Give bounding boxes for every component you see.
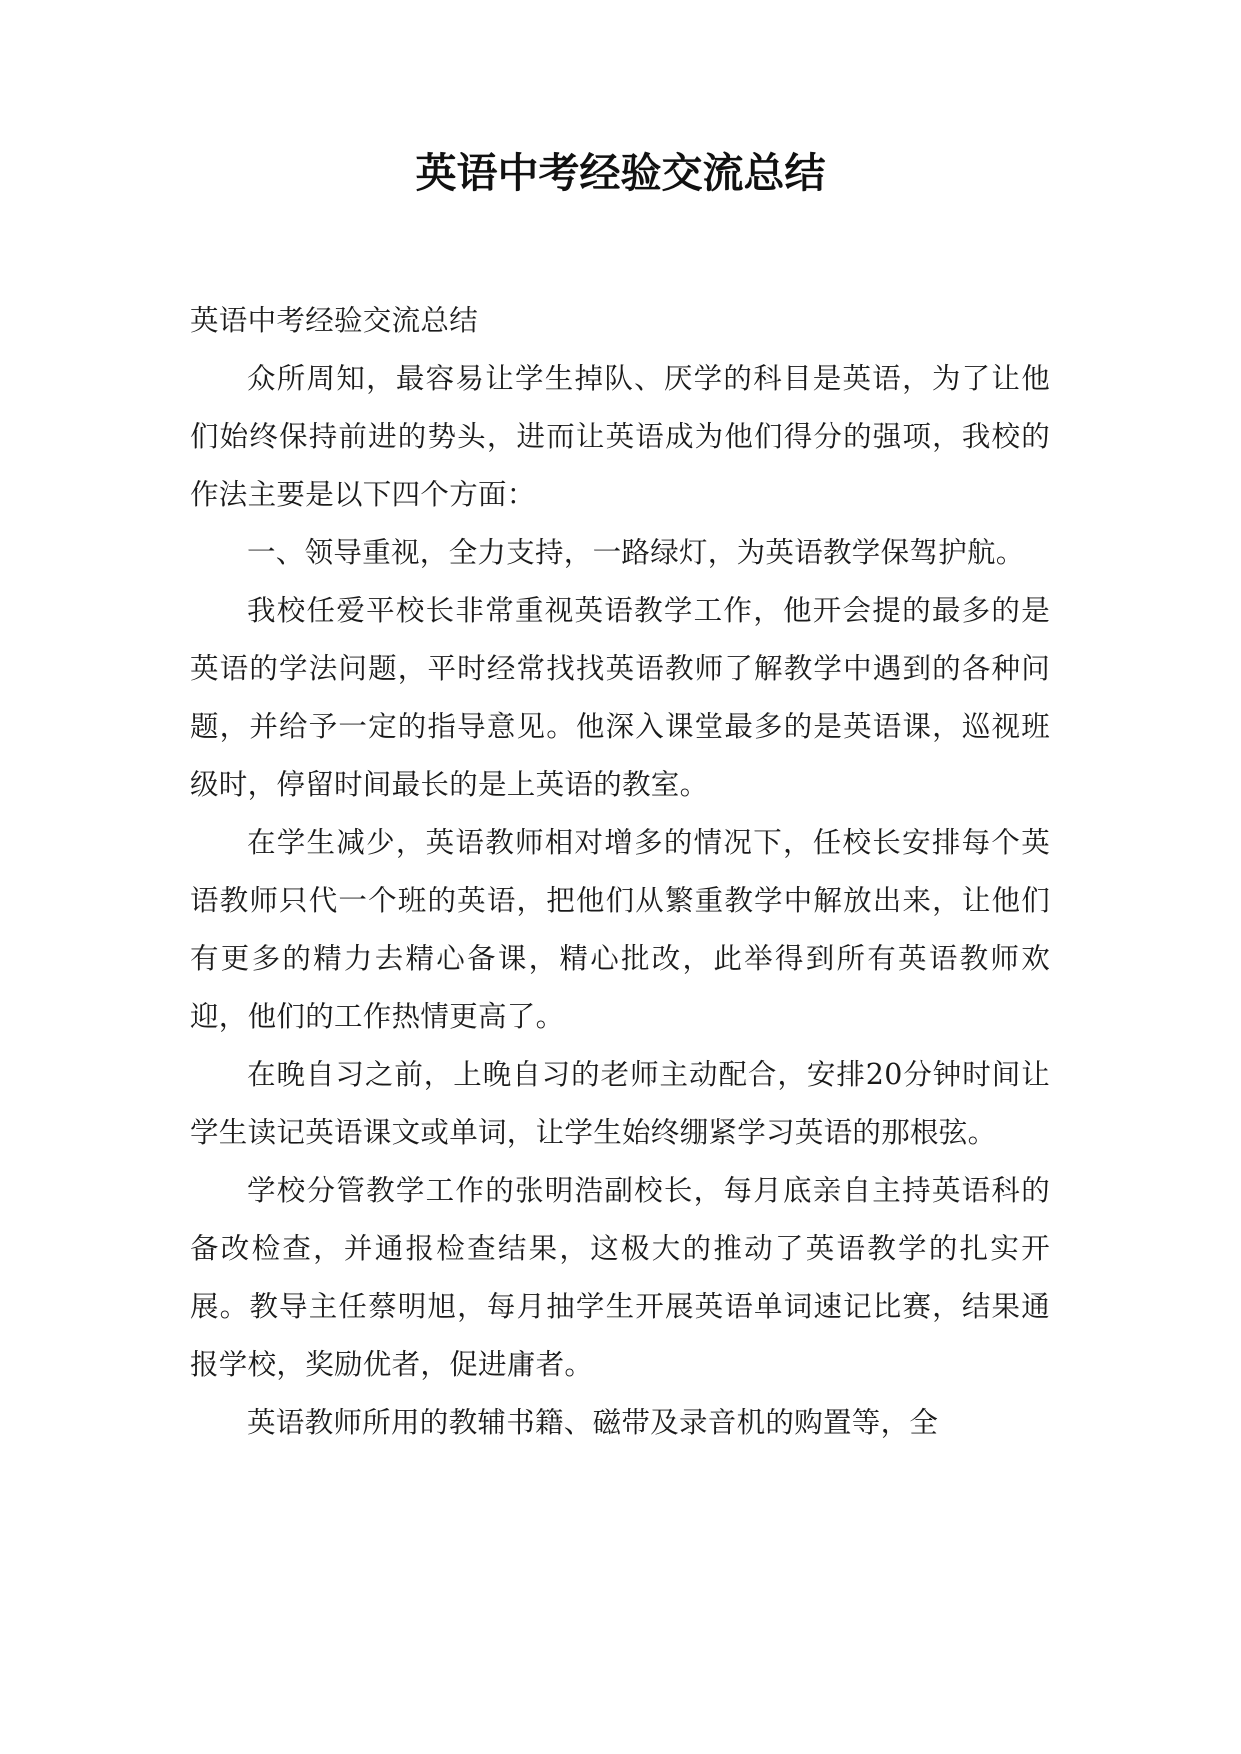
- document-subtitle: 英语中考经验交流总结: [190, 304, 479, 337]
- paragraph-principal: 我校任爱平校长非常重视英语教学工作，他开会提的最多的是英语的学法问题，平时经常找找英语教师了解教学中遇到的各种问题，并给予一定的指导意见。他深入课堂最多的是英语课，巡视班级时，停留时间最长的是上英语的教室。: [190, 594, 1050, 801]
- document-title: 英语中考经验交流总结: [415, 149, 826, 197]
- paragraph-intro: 众所周知，最容易让学生掉队、厌学的科目是英语，为了让他们始终保持前进的势头，进而让英语成为他们得分的强项，我校的作法主要是以下四个方面：: [190, 362, 1050, 511]
- section-heading-1: 一、领导重视，全力支持，一路绿灯，为英语教学保驾护航。: [247, 536, 1025, 569]
- document-body: [190, 292, 1050, 1452]
- paragraph-vice-principal: 学校分管教学工作的张明浩副校长，每月底亲自主持英语科的备改检查，并通报检查结果，这极大的推动了英语教学的扎实开展。教导主任蔡明旭，每月抽学生开展英语单词速记比赛，结果通报学校，奖励优者，促进庸者。: [190, 1174, 1050, 1381]
- paragraph-evening-study: 在晚自习之前，上晚自习的老师主动配合，安排20分钟时间让学生读记英语课文或单词，让学生始终绷紧学习英语的那根弦。: [190, 1058, 1050, 1149]
- paragraph-materials: 英语教师所用的教辅书籍、磁带及录音机的购置等，全: [247, 1406, 939, 1439]
- paragraph-teacher-allocation: 在学生减少，英语教师相对增多的情况下，任校长安排每个英语教师只代一个班的英语，把他们从繁重教学中解放出来，让他们有更多的精力去精心备课，精心批改，此举得到所有英语教师欢迎，他们的工作热情更高了。: [190, 826, 1050, 1033]
